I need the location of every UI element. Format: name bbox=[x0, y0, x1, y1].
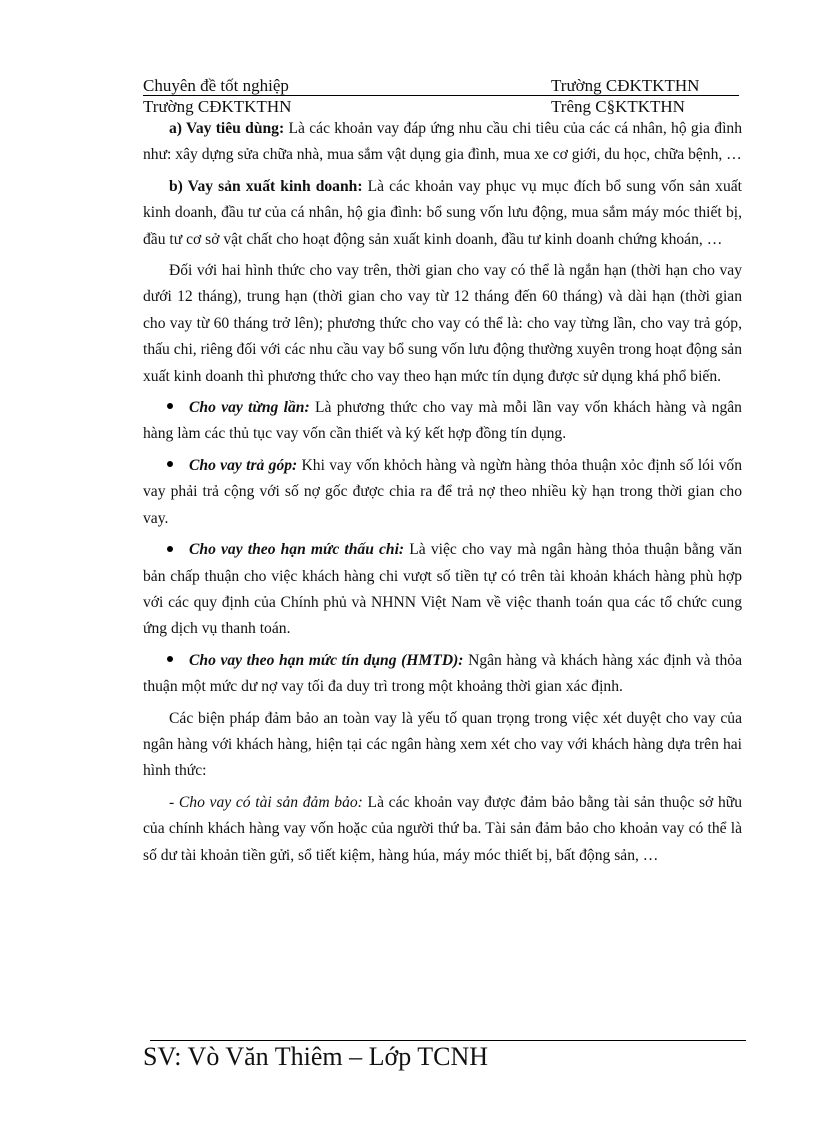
bullet-icon bbox=[167, 403, 173, 409]
dash-text: Là các khoản vay được đảm bảo bằng tài sản thuộc sở hữu của chính khách hàng vay vốn hoặc của người thứ ba. Tài sản đảm bảo cho khoản vay có thể là số dư tài khoản tiền gửi, sổ tiết kiệm, hàng húa, máy móc thiết bị, bất động sản, … bbox=[143, 793, 743, 864]
bullet-term: Cho vay theo hạn mức tín dụng (HMTD): bbox=[189, 651, 464, 669]
footer-rule bbox=[150, 1040, 746, 1041]
bullet-icon bbox=[167, 546, 173, 552]
bullet-text: Khi vay vốn khỏch hàng và ngừn hàng thỏa thuận xỏc định số lói vốn vay phải trả cộng với số nợ gốc được chia ra để trả nợ theo nhiều kỳ hạn trong thời gian cho vay. bbox=[143, 456, 742, 527]
header-right-1: Trường CĐKTKTHN bbox=[551, 76, 700, 95]
bullet-text: Là phương thức cho vay mà mỗi lần vay vốn khách hàng và ngân hàng làm các thủ tục vay vốn cần thiết và ký kết hợp đồng tín dụng. bbox=[143, 399, 742, 443]
bullet-text: Là việc cho vay mà ngân hàng thỏa thuận bằng văn bản chấp thuận cho việc khách hàng chi vượt số tiền tự có trên tài khoản khách hàng phù hợp với các quy định của Chính phủ và NHNN Việt Nam về việc thanh toán qua các tổ chức cung ứng dịch vụ thanh toán. bbox=[143, 541, 742, 638]
bullet-item bbox=[143, 395, 742, 448]
bullet-item bbox=[143, 648, 742, 701]
text-business-loan: Là các khoản vay phục vụ mục đích bổ sung vốn sản xuất kinh doanh, đầu tư của cá nhân, hộ gia đình: bổ sung vốn lưu động, mua sắm máy móc thiết bị, đầu tư cơ sở vật chất cho hoạt động sản xuất kinh doanh, đầu tư kinh doanh chứng khoán, … bbox=[143, 177, 742, 248]
bullet-text: Ngân hàng và khách hàng xác định và thỏa thuận một mức dư nợ vay tối đa duy trì trong một khoảng thời gian xác định. bbox=[143, 651, 742, 696]
bullet-icon bbox=[167, 656, 173, 662]
paragraph-business-loan bbox=[143, 174, 742, 253]
paragraph-intro: Đối với hai hình thức cho vay trên, thời gian cho vay có thể là ngắn hạn (thời hạn cho vay dưới 12 tháng), trung hạn (thời gian cho vay từ 12 tháng đến 60 tháng) và dài hạn (thời gian cho vay từ 60 tháng trở lên); phương thức cho vay có thể là: cho vay từng lần, cho vay trả góp, thấu chi, riêng đối với các nhu cầu vay bổ sung vốn lưu động thường xuyên trong hoạt động sản xuất kinh doanh thì phương thức cho vay theo hạn mức tín dụng được sử dụng khá phổ biến. bbox=[143, 262, 742, 385]
header-left-1: Chuyên đề tốt nghiệp bbox=[143, 76, 289, 95]
bullet-term: Cho vay trả góp: bbox=[189, 456, 298, 474]
dash-term: Cho vay có tài sản đảm bảo: bbox=[178, 793, 363, 811]
text-consumer-loan: Là các khoản vay đáp ứng nhu cầu chi tiêu của các cá nhân, hộ gia đình như: xây dựng sửa chữa nhà, mua sắm vật dụng gia đình, mua xe cơ giới, du học, chữa bệnh, … bbox=[143, 120, 742, 164]
header-left-2: Trường CĐKTKTHN bbox=[143, 97, 292, 116]
heading-consumer-loan: a) Vay tiêu dùng: bbox=[169, 120, 285, 137]
bullet-item bbox=[143, 453, 742, 532]
bullet-item bbox=[143, 537, 742, 643]
bullet-icon bbox=[167, 461, 173, 467]
bullet-term: Cho vay theo hạn mức thấu chi: bbox=[189, 541, 405, 559]
header-right-2: Trêng C§KTKTHN bbox=[551, 97, 685, 116]
document-body bbox=[143, 116, 742, 874]
header-rule bbox=[143, 95, 739, 96]
footer-student: SV: Vò Văn Thiêm – Lớp TCNH bbox=[143, 1042, 489, 1071]
dash-item bbox=[143, 790, 742, 869]
heading-business-loan: b) Vay sản xuất kinh doanh: bbox=[169, 177, 363, 195]
dash-prefix: - bbox=[169, 793, 179, 811]
bullet-term: Cho vay từng lần: bbox=[189, 399, 310, 417]
paragraph-consumer-loan bbox=[143, 116, 742, 169]
paragraph-safety: Các biện pháp đảm bảo an toàn vay là yếu tố quan trọng trong việc xét duyệt cho vay của ngân hàng với khách hàng, hiện tại các ngân hàng xem xét cho vay với khách hàng dựa trên hai hình thức: bbox=[143, 709, 742, 780]
